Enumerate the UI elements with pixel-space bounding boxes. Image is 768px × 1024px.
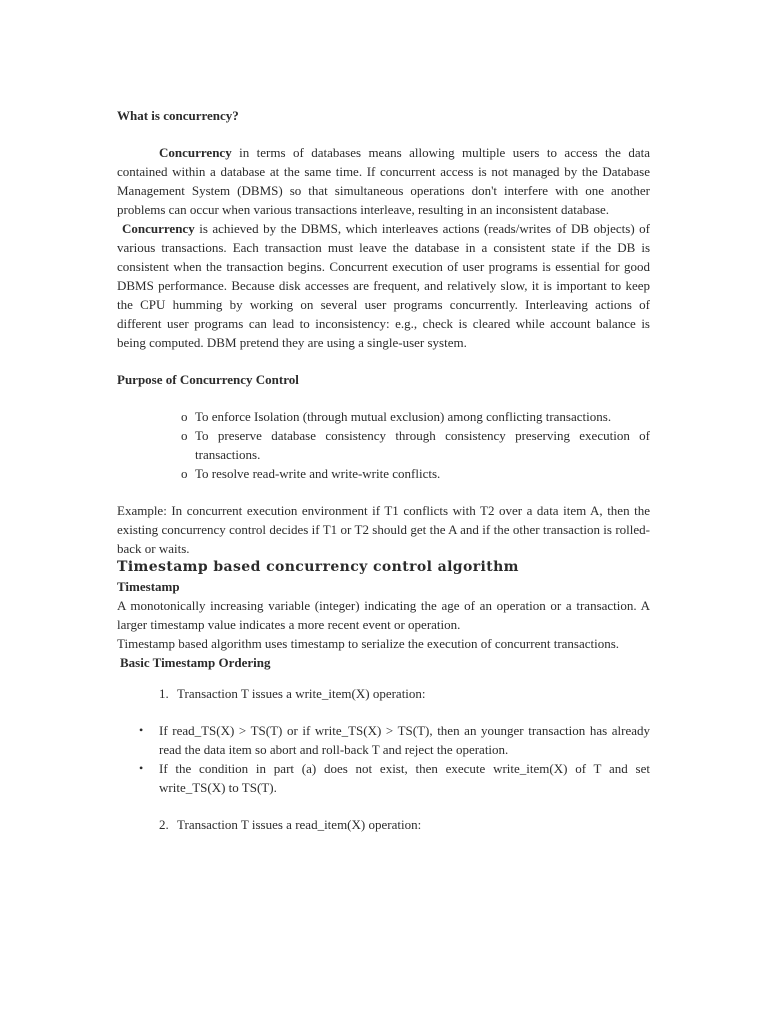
concurrency-paragraph-2-text: is achieved by the DBMS, which interleaves actions (reads/writes of DB objects) of various transactions. Each transaction must leave the database in a consistent state if the DB is consistent when the transaction begins. Concurrent execution of user programs is essential for good DBMS performance. Because disk accesses are frequent, and relatively slow, it is important to keep the CPU humming by working on several user programs concurrently. Interleaving actions of different user programs can lead to inconsistency: e.g., check is cleared while account balance is being computed. DBM pretend they are using a single-user system. — [117, 221, 650, 350]
page-content — [117, 106, 650, 834]
bullet-list — [117, 721, 650, 797]
bullet-text: If the condition in part (a) does not exist, then execute write_item(X) of T and set write_TS(X) to TS(T). — [159, 761, 650, 795]
list-item — [181, 464, 650, 483]
list-item-text: To preserve database consistency through consistency preserving execution of transactions. — [195, 428, 650, 462]
list-item — [139, 759, 650, 797]
list-marker: o — [181, 409, 188, 424]
list-marker: o — [181, 466, 188, 481]
purpose-list — [117, 407, 650, 483]
bullet-marker: • — [139, 723, 144, 737]
list-item-text: To enforce Isolation (through mutual exclusion) among conflicting transactions. — [195, 409, 612, 424]
purpose-heading: Purpose of Concurrency Control — [117, 372, 299, 387]
step-text: Transaction T issues a write_item(X) operation: — [177, 686, 426, 701]
list-item-text: To resolve read-write and write-write conflicts. — [195, 466, 441, 481]
step-number: 2. — [159, 817, 169, 832]
concurrency-paragraph-1 — [117, 143, 650, 219]
list-item — [159, 815, 650, 834]
basic-ordering-heading: Basic Timestamp Ordering — [120, 655, 271, 670]
concurrency-paragraph-2 — [117, 219, 650, 352]
bullet-text: If read_TS(X) > TS(T) or if write_TS(X) > TS(T), then an younger transaction has already read the data item so abort and roll-back T and reject the operation. — [159, 723, 650, 757]
example-paragraph: Example: In concurrent execution environment if T1 conflicts with T2 over a data item A, then the existing concurrency control decides if T1 or T2 should get the A and if the other transaction is rolled-back or waits. — [117, 503, 650, 556]
list-item — [139, 721, 650, 759]
timestamp-paragraph-1: A monotonically increasing variable (integer) indicating the age of an operation or a transaction. A larger timestamp value indicates a more recent event or operation. — [117, 598, 650, 632]
list-item — [181, 407, 650, 426]
step-number: 1. — [159, 686, 169, 701]
step-text: Transaction T issues a read_item(X) operation: — [177, 817, 422, 832]
step-2 — [117, 815, 650, 834]
timestamp-paragraph-2: Timestamp based algorithm uses timestamp to serialize the execution of concurrent transactions. — [117, 636, 620, 651]
concurrency-term: Concurrency — [159, 145, 232, 160]
list-item — [181, 426, 650, 464]
list-item — [159, 684, 650, 703]
concurrency-heading: What is concurrency? — [117, 108, 239, 123]
timestamp-subheading: Timestamp — [117, 579, 180, 594]
step-1 — [117, 684, 650, 703]
concurrency-term-2: Concurrency — [122, 221, 195, 236]
list-marker: o — [181, 428, 188, 443]
timestamp-algorithm-heading: Timestamp based concurrency control algorithm — [117, 559, 519, 575]
concurrency-paragraph-1-text: in terms of databases means allowing multiple users to access the data contained within a database at the same time. If concurrent access is not managed by the Database Management System (DBMS) so that simultaneous operations don't interfere with one another problems can occur when various transactions interleave, resulting in an inconsistent database. — [117, 145, 650, 217]
bullet-marker: • — [139, 761, 144, 775]
